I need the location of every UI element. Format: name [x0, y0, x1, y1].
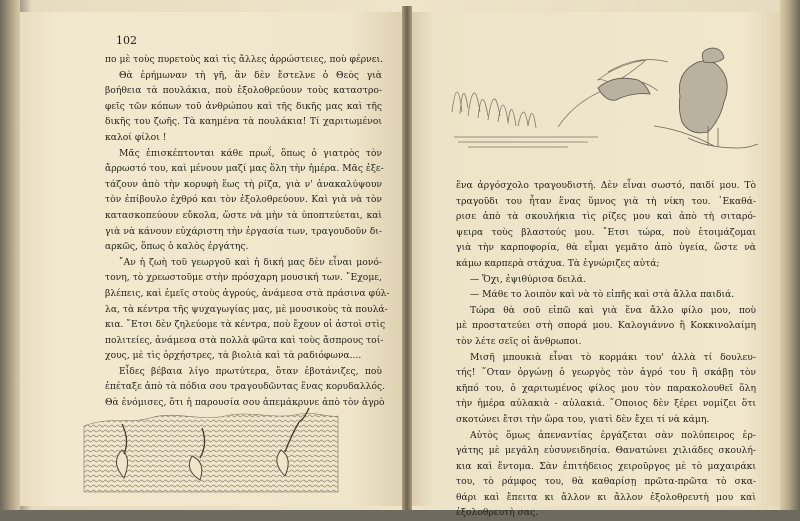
text-line: τὸν λέτε σεῖς οἱ ἄνθρωποι.	[456, 335, 582, 347]
sprouting-seeds-illustration	[80, 404, 342, 496]
text-line: του, τὸ ράμφος του, θὰ καθαρίσῃ πρῶτα-πρῶτα τὸ σκα-	[456, 476, 756, 488]
text-line: δικῆς του ζωῆς. Τὰ καημένα τὰ πουλάκια! Τί χαριτωμένοι	[105, 116, 382, 128]
right-page	[408, 12, 780, 519]
text-line: Εἶδες βέβαια λίγο πρωτύτερα, ὅταν ἐβοτάνιζες, ποὺ	[119, 365, 382, 377]
text-line: Μισῆ μπουκιὰ εἶναι τὸ κορμάκι του' ἀλλὰ τί δουλευ-	[470, 351, 756, 363]
text-line: κια καὶ ἔντομα. Σὰν ἐπιτήδειος χειροῦργος μὲ τὸ μαχαιράκι	[456, 460, 756, 472]
text-line: Θὰ ἐνόμισες, ὅτι ἡ παρουσία σου ἀπεμάκρυνε ἀπὸ τὸν ἀγρὸ	[105, 397, 385, 409]
text-line: ἄρρωστό του, καὶ μένουν μαζί μας ὅλη τὴν ἡμέρα. Μᾶς ἐξε-	[105, 163, 384, 175]
text-line: — Ὄχι, ἐψιθύρισα δειλά.	[470, 273, 586, 285]
text-line: ἐπέταξε ἀπὸ τὰ πόδια σου τραγουδῶντας ἕνας κορυδαλλός.	[105, 381, 386, 393]
text-line: τάζουν ἀπὸ τὴν κορυφὴ ἕως τὴ ρίζα, γιὰ ν' ἀνακαλύψουν	[105, 178, 382, 190]
birds-illustration	[448, 42, 760, 162]
text-line: Θὰ ἐρήμωναν τὴ γῆ, ἂν δὲν ἔστελνε ὁ Θεὸς γιὰ	[119, 69, 382, 81]
book-edge-left	[0, 0, 20, 510]
text-line: γάτης μὲ μεγάλη εὐσυνειδησία. Θανατώνει χιλιάδες σκουλή-	[456, 445, 756, 457]
book-gutter	[402, 6, 412, 510]
text-line: ἐξολοθρευτὴ σας.	[456, 507, 539, 519]
text-line: πολιτείες, ἀνάμεσα στὰ πολλὰ φῶτα καὶ τοὺς ἄσπρους τοί-	[105, 334, 384, 346]
text-line: Αὐτὸς ὅμως ἀπεναντίας ἐργάζεται σὰν πολύπειρος ἐρ-	[470, 429, 756, 441]
text-line: γιὰ νὰ κάνουν εὐχάριστη τὴν ἐργασία των, τραγουδοῦν δι-	[105, 225, 382, 237]
page-number: 102	[116, 34, 137, 47]
text-line: ψειρα τοὺς βλαστούς μου. ῎Ετσι τώρα, ποὺ ἑτοιμάζομαι	[456, 226, 756, 238]
text-line: τραγοῦδι του ἦταν ἕνας ὕμνος γιὰ τὴ νίκη του. ᾿Εκαθά-	[456, 195, 756, 207]
text-line: Μᾶς ἐπισκέπτονται κάθε πρωΐ, ὅπως ὁ γιατρὸς τὸν	[119, 147, 382, 159]
left-page-text	[105, 52, 390, 411]
text-line: κάμω καρπερὰ στάχυα. Τὰ ἐγνώριζες αὐτά;	[456, 257, 660, 269]
text-line: τὸν ἐπίβουλο ἐχθρό και τὸν ἐξολοθρεύουν. Καὶ γιὰ νὰ τὸν	[105, 194, 382, 206]
text-line: τής! ῞Οταν ὀργώνῃ ὁ γεωργὸς τὸν ἀγρό του ἢ σκάβῃ τὸν	[456, 367, 756, 379]
text-line: φεῖς τῶν κόπων τοῦ ἀνθρώπου καὶ τῆς δικῆς μας καὶ τῆς	[105, 100, 382, 112]
book-edge-right	[780, 0, 800, 510]
text-line: μὲ προστατεύει στὴ σπορά μου. Καλογιάννο ἢ Κοκκινολαίμη	[456, 320, 756, 332]
text-line: ῎Αν ἡ ζωὴ τοῦ γεωργοῦ καὶ ἡ δική μας δὲν εἶναι μονό-	[119, 256, 382, 268]
text-line: βλέπεις, καὶ ἐμεῖς στοὺς ἀγρούς, ἀνάμεσα στὰ πράσινα φύλ-	[105, 287, 390, 299]
text-line: χους, μὲ τὶς ὀρχήστρες, τὰ βιολιὰ καὶ τὰ ραδιόφωνα....	[105, 350, 362, 362]
right-page-text	[456, 178, 756, 521]
text-line: λα, τὰ κέντρα τῆς ψυχαγωγίας μας, μὲ μουσικοὺς τὰ πουλά-	[105, 303, 388, 315]
text-line: — Μάθε το λοιπὸν καὶ νὰ τὸ εἰπῆς καὶ στὰ ἄλλα παιδιά.	[470, 289, 735, 301]
text-line: βοήθεια τὰ πουλάκια, ποὺ ἐξολοθρεύουν τοὺς καταστρο-	[105, 85, 382, 97]
text-line: καλοί φίλοι !	[105, 131, 167, 143]
text-line: κια. ῎Ετσι δὲν ζηλεύομε τὰ κέντρα, ποὺ ἔχουν οἱ ἀστοὶ στὶς	[105, 319, 386, 331]
text-line: κῆπό του, ὁ χαριτωμένος φίλος μου τὸν παρακολουθεῖ ὅλη	[456, 382, 756, 394]
text-line: κατασκοπεύουν εὔκολα, ὥστε νὰ μὴν τὰ ὑποπτεύεται, καὶ	[105, 209, 382, 221]
text-line: αρκῶς, ὅπως ὁ καλὸς ἐργάτης.	[105, 241, 249, 253]
text-line: πο μὲ τοὺς πυρετοὺς καὶ τὶς ἄλλες ἀρρώστειες, ποὺ φέρνει.	[105, 54, 384, 65]
text-line: γιὰ τὴν καρποφορία, θὰ εἶμαι γεμᾶτο ἀπὸ ὑγεία, ὥστε νὰ	[456, 242, 756, 254]
left-page	[20, 12, 406, 506]
text-line: ἕνα ἀργόσχολο τραγουδιστή. Δὲν εἶναι σωστό, παιδί μου. Τὸ	[456, 180, 756, 191]
text-line: σκοτώνει ἔτσι τὴν ὥρα του, γιατὶ δὲν ἔχει τί νὰ κάμη.	[456, 413, 710, 425]
text-line: θάρι καὶ ἔπειτα κι ἄλλον κι ἄλλον ἐξολοθρευτὴ μου καὶ	[456, 491, 756, 503]
text-line: Τώρα θὰ σοῦ εἰπῶ καὶ γιὰ ἕνα ἄλλο φίλο μου, ποὺ	[470, 304, 756, 316]
text-line: τονη, τὸ χρεωστοῦμε στὴν πρόσχαρη μουσική των. ῎Εχομε,	[105, 272, 382, 284]
text-line: τὴν ἡμέρα αὐλακιὰ - αὐλακιά. ῞Οποιος δὲν ξέρει νομίζει ὅτι	[456, 398, 756, 410]
text-line: ρισε ἀπὸ τὰ σκουλήκια τὶς ρίζες μου καὶ ἀπὸ τὴ σιταρό-	[456, 211, 756, 223]
